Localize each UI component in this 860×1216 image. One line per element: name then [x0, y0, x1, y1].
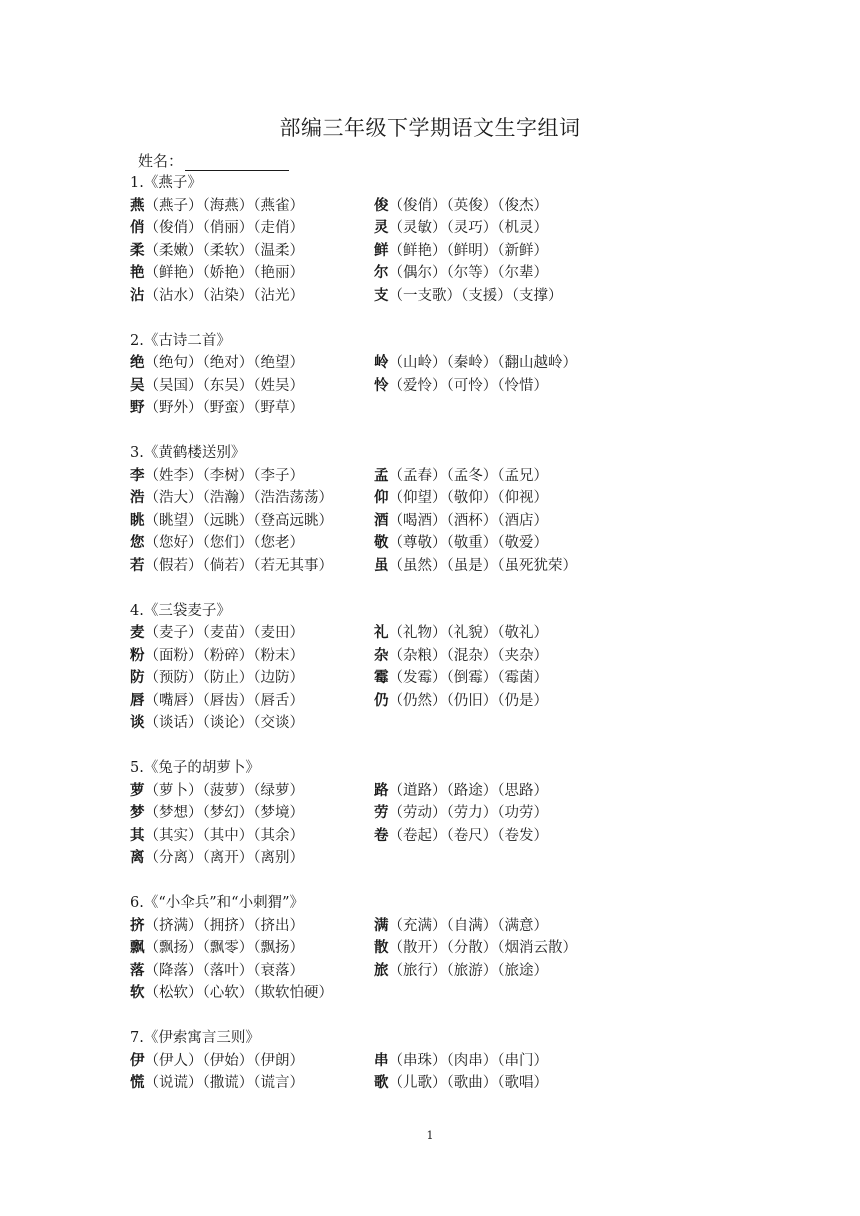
lesson-section: [130, 757, 750, 870]
word-combinations: （孟春）（孟冬）（孟兄）: [388, 467, 548, 484]
character: 尔: [374, 264, 389, 281]
character-entry: [130, 915, 374, 938]
character: 浩: [130, 489, 145, 506]
word-combinations: （谈话）（谈论）（交谈）: [144, 715, 304, 731]
character-entry: [130, 375, 374, 398]
character: 粉: [130, 646, 145, 664]
character: 灵: [374, 219, 389, 236]
name-label: 姓名：: [138, 152, 184, 170]
character-entry: [374, 285, 750, 308]
character: 礼: [374, 624, 389, 641]
character-entry: [374, 375, 750, 398]
word-combinations: （挤满）（拥挤）（挤出）: [144, 917, 304, 934]
character-entry: [130, 487, 374, 510]
character-entry: [130, 352, 374, 375]
character: 卷: [374, 826, 389, 844]
character-entry: [130, 397, 374, 420]
word-combinations: （嘴唇）（唇齿）（唇舌）: [144, 692, 304, 709]
character: 霉: [374, 669, 389, 686]
character: 麦: [130, 624, 145, 641]
character-entry: [374, 352, 750, 375]
word-combinations: （仍然）（仍旧）（仍是）: [388, 692, 548, 709]
character: 虽: [374, 556, 389, 574]
character-entry: [374, 217, 750, 240]
character: 其: [130, 826, 145, 844]
character-entry: [374, 465, 750, 488]
character: 散: [374, 939, 389, 956]
character-entry: [130, 780, 374, 803]
word-combinations: （梦想）（梦幻）（梦境）: [144, 805, 304, 821]
character-entry: [130, 465, 374, 488]
character-entry: [374, 937, 750, 960]
character: 柔: [130, 241, 145, 259]
word-combinations: （尊敬）（敬重）（敬爱）: [388, 535, 548, 551]
character: 鲜: [374, 241, 389, 259]
character: 岭: [374, 354, 389, 371]
character-entry: [374, 802, 750, 825]
character-entry: [374, 780, 750, 803]
character-grid: [130, 465, 750, 578]
word-combinations: （俊俏）（英俊）（俊杰）: [388, 197, 548, 214]
lesson-section: [130, 892, 750, 1005]
word-combinations: （山岭）（秦岭）（翻山越岭）: [388, 355, 577, 371]
word-combinations: （发霉）（倒霉）（霉菌）: [388, 670, 548, 686]
character-entry: [130, 982, 374, 1005]
word-combinations: （俊俏）（俏丽）（走俏）: [144, 220, 304, 236]
word-combinations: （杂粮）（混杂）（夹杂）: [388, 647, 548, 664]
character: 满: [374, 916, 389, 934]
character-entry: [374, 262, 750, 285]
character: 艳: [130, 264, 145, 281]
word-combinations: （虽然）（虽是）（虽死犹荣）: [388, 557, 577, 574]
character: 燕: [130, 196, 145, 214]
character: 慌: [130, 1074, 145, 1091]
character: 您: [130, 534, 145, 551]
lesson-heading: 1.《燕子》: [130, 175, 202, 191]
word-combinations: （假若）（倘若）（若无其事）: [144, 557, 333, 574]
character-grid: [130, 622, 750, 735]
word-combinations: （野外）（野蛮）（野草）: [144, 400, 304, 416]
word-combinations: （鲜艳）（鲜明）（新鲜）: [388, 242, 548, 259]
character-entry: [374, 622, 750, 645]
word-combinations: （道路）（路途）（思路）: [388, 782, 548, 799]
character-grid: [130, 195, 750, 308]
character-entry: [130, 825, 374, 848]
word-combinations: （鲜艳）（娇艳）（艳丽）: [144, 265, 304, 281]
character: 唇: [130, 691, 145, 709]
word-combinations: （萝卜）（菠萝）（绿萝）: [144, 782, 304, 799]
lesson-heading: 2.《古诗二首》: [130, 332, 231, 349]
word-combinations: （礼物）（礼貌）（敬礼）: [388, 625, 548, 641]
lesson-section: [130, 442, 750, 577]
word-list-content: [130, 172, 750, 1117]
word-combinations: （旅行）（旅游）（旅途）: [388, 962, 548, 979]
character-entry: [130, 960, 374, 983]
character-entry: [130, 712, 374, 735]
lesson-heading: 7.《伊索寓言三则》: [130, 1030, 260, 1046]
word-combinations: （飘扬）（飘零）（飘扬）: [144, 940, 304, 956]
character-entry: [130, 285, 374, 308]
character-entry: [374, 510, 750, 533]
word-combinations: （分离）（离开）（离别）: [144, 850, 304, 866]
word-combinations: （说谎）（撒谎）（谎言）: [144, 1075, 304, 1091]
character-entry: [130, 510, 374, 533]
word-combinations: （一支歌）（支援）（支撑）: [388, 287, 563, 304]
lesson-section: [130, 172, 750, 307]
character-entry: [374, 960, 750, 983]
character: 梦: [130, 804, 145, 821]
word-combinations: （预防）（防止）（边防）: [144, 670, 304, 686]
character: 眺: [130, 511, 145, 529]
character: 旅: [374, 961, 389, 979]
name-blank-line: [185, 154, 289, 171]
character: 绝: [130, 354, 145, 371]
lesson-section: [130, 600, 750, 735]
character-entry: [130, 1072, 374, 1095]
character-entry: [130, 532, 374, 555]
word-combinations: （散开）（分散）（烟消云散）: [388, 940, 577, 956]
character: 支: [374, 286, 389, 304]
name-field: [138, 150, 289, 171]
character-entry: [374, 825, 750, 848]
word-combinations: （伊人）（伊始）（伊朗）: [144, 1052, 304, 1069]
word-combinations: （劳动）（劳力）（功劳）: [388, 805, 548, 821]
character-entry: [130, 690, 374, 713]
character-entry: [374, 532, 750, 555]
character: 仍: [374, 691, 389, 709]
character-entry: [130, 240, 374, 263]
character: 路: [374, 781, 389, 799]
character: 离: [130, 849, 145, 866]
character-entry: [130, 195, 374, 218]
character: 沾: [130, 286, 145, 304]
character: 野: [130, 399, 145, 416]
lesson-heading: 4.《三袋麦子》: [130, 602, 231, 619]
word-combinations: （眺望）（远眺）（登高远眺）: [144, 512, 333, 529]
word-combinations: （您好）（您们）（您老）: [144, 535, 304, 551]
character: 伊: [130, 1051, 145, 1069]
character: 孟: [374, 466, 389, 484]
character-entry: [374, 645, 750, 668]
word-combinations: （面粉）（粉碎）（粉末）: [144, 647, 304, 664]
character-entry: [130, 937, 374, 960]
word-combinations: （燕子）（海燕）（燕雀）: [144, 197, 304, 214]
word-combinations: （浩大）（浩瀚）（浩浩荡荡）: [144, 490, 333, 506]
character: 酒: [374, 511, 389, 529]
lesson-heading: 3.《黄鹤楼送别》: [130, 445, 246, 461]
character: 若: [130, 556, 145, 574]
word-combinations: （串珠）（肉串）（串门）: [388, 1052, 548, 1069]
word-combinations: （绝句）（绝对）（绝望）: [144, 355, 304, 371]
lesson-heading: 5.《兔子的胡萝卜》: [130, 760, 260, 776]
lesson-heading: 6.《“小伞兵”和“小刺猬”》: [130, 895, 304, 911]
word-combinations: （仰望）（敬仰）（仰视）: [388, 490, 548, 506]
character: 吴: [130, 376, 145, 394]
character: 谈: [130, 714, 145, 731]
character-entry: [374, 915, 750, 938]
character-entry: [374, 555, 750, 578]
character: 怜: [374, 376, 389, 394]
character-entry: [374, 487, 750, 510]
character-entry: [374, 690, 750, 713]
lesson-section: [130, 330, 750, 420]
word-combinations: （偶尔）（尔等）（尔辈）: [388, 265, 548, 281]
character: 敬: [374, 534, 389, 551]
word-combinations: （麦子）（麦苗）（麦田）: [144, 625, 304, 641]
word-combinations: （儿歌）（歌曲）（歌唱）: [388, 1075, 548, 1091]
character: 李: [130, 466, 145, 484]
character: 俊: [374, 196, 389, 214]
character-grid: [130, 352, 750, 420]
character: 仰: [374, 489, 389, 506]
word-combinations: （充满）（自满）（满意）: [388, 917, 548, 934]
character-entry: [374, 1072, 750, 1095]
character-entry: [130, 645, 374, 668]
character: 挤: [130, 916, 145, 934]
word-combinations: （吴国）（东吴）（姓吴）: [144, 377, 304, 394]
character-entry: [130, 217, 374, 240]
character: 落: [130, 961, 145, 979]
character-entry: [130, 555, 374, 578]
character: 萝: [130, 781, 145, 799]
character-entry: [130, 667, 374, 690]
word-combinations: （卷起）（卷尺）（卷发）: [388, 827, 548, 844]
character-entry: [130, 847, 374, 870]
character: 串: [374, 1051, 389, 1069]
character: 歌: [374, 1074, 389, 1091]
character-entry: [374, 667, 750, 690]
word-combinations: （喝酒）（酒杯）（酒店）: [388, 512, 548, 529]
character-entry: [374, 195, 750, 218]
word-combinations: （其实）（其中）（其余）: [144, 827, 304, 844]
character-entry: [130, 622, 374, 645]
character: 飘: [130, 939, 145, 956]
character-grid: [130, 915, 750, 1005]
document-title: 部编三年级下学期语文生字组词: [279, 116, 581, 140]
page-number: 1: [426, 1129, 434, 1142]
character-entry: [374, 240, 750, 263]
lesson-section: [130, 1027, 750, 1095]
character-entry: [130, 262, 374, 285]
word-combinations: （灵敏）（灵巧）（机灵）: [388, 220, 548, 236]
word-combinations: （松软）（心软）（欺软怕硬）: [144, 985, 333, 1001]
character-grid: [130, 780, 750, 870]
word-combinations: （沾水）（沾染）（沾光）: [144, 287, 304, 304]
word-combinations: （柔嫩）（柔软）（温柔）: [144, 242, 304, 259]
character: 俏: [130, 219, 145, 236]
character: 劳: [374, 804, 389, 821]
character: 防: [130, 669, 145, 686]
character: 软: [130, 984, 145, 1001]
character-grid: [130, 1050, 750, 1095]
character-entry: [374, 1050, 750, 1073]
character: 杂: [374, 646, 389, 664]
character-entry: [130, 1050, 374, 1073]
word-combinations: （爱怜）（可怜）（怜惜）: [388, 377, 548, 394]
word-combinations: （降落）（落叶）（衰落）: [144, 962, 304, 979]
word-combinations: （姓李）（李树）（李子）: [144, 467, 304, 484]
character-entry: [130, 802, 374, 825]
